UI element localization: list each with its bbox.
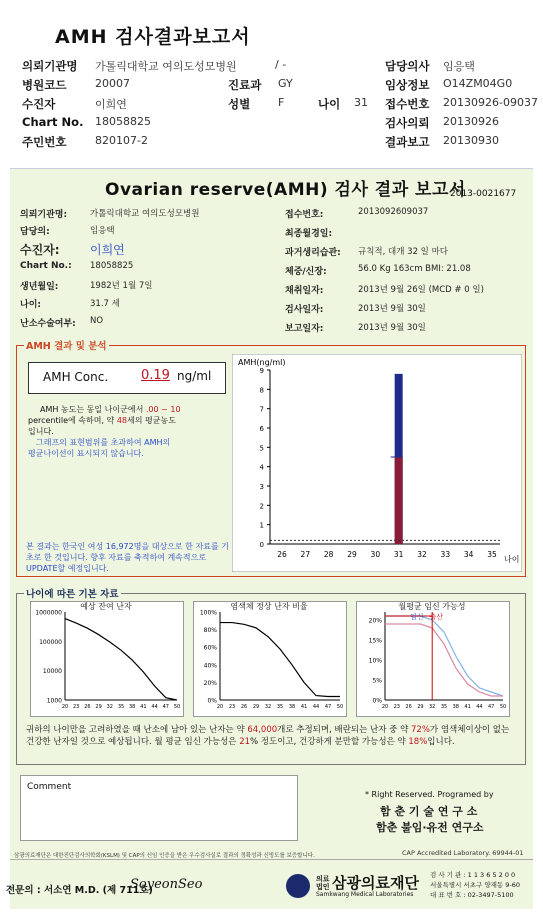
y-tick-label: 6 xyxy=(259,425,264,433)
analysis-line3: 세의 평균농도 xyxy=(127,416,176,425)
info-value: 규칙적, 대개 32 일 마다 xyxy=(358,247,449,257)
summary-birth: 18% xyxy=(408,737,428,747)
info-value: 18058825 xyxy=(90,261,134,271)
info-key: 검사일자: xyxy=(285,305,324,315)
y-tick-label: 8 xyxy=(259,386,264,395)
info-key: Chart No.: xyxy=(20,261,72,271)
header-key: 담당의사 xyxy=(385,59,430,73)
x-tick-label: 26 xyxy=(277,550,287,559)
mini-y-tick-label: 60% xyxy=(203,644,217,652)
mini-y-tick-label: 15% xyxy=(368,637,382,645)
mini-x-tick-label: 47 xyxy=(162,704,169,710)
equivalent-age: 48 xyxy=(116,416,128,425)
mini-x-tick-label: 41 xyxy=(464,704,471,710)
mini-x-tick-label: 50 xyxy=(499,704,507,710)
amh-conc-box xyxy=(28,362,226,394)
mini-x-tick-label: 32 xyxy=(264,704,272,710)
cap-text: CAP Accredited Laboratory. 69944-01 xyxy=(402,849,524,857)
company-logo-icon xyxy=(286,874,310,898)
mini-x-tick-label: 23 xyxy=(73,704,80,710)
info-key: 보고일자: xyxy=(285,324,324,334)
header-value: F xyxy=(278,96,285,109)
mini-x-tick-label: 20 xyxy=(61,704,69,710)
analysis-line2: percentile에 속하며, 약 xyxy=(28,416,115,425)
info-key: 수진자: xyxy=(20,243,60,257)
mini-x-tick-label: 20 xyxy=(381,704,389,710)
info-key: 접수번호: xyxy=(285,210,324,220)
amh-value: 0.19 xyxy=(141,368,170,383)
mini-y-tick-label: 40% xyxy=(203,662,217,670)
info-value: 2013년 9월 26일 (MCD # 0 일) xyxy=(358,285,484,295)
mini-y-tick-label: 0% xyxy=(207,697,217,705)
x-axis-label: 나이 xyxy=(504,555,520,564)
info-value: 이희연 xyxy=(90,243,125,257)
bar-lower xyxy=(395,457,403,544)
mini-x-tick-label: 32 xyxy=(429,704,436,710)
org-name-2: 함춘 불임·유전 연구소 xyxy=(376,821,484,834)
amh-label: AMH Conc. xyxy=(43,370,109,384)
mini-x-tick-label: 44 xyxy=(312,704,320,710)
summary-pregnancy: 21 xyxy=(239,737,251,747)
info-key: 의뢰기관명: xyxy=(20,210,68,220)
y-tick-label: 3 xyxy=(259,483,264,491)
mini-x-tick-label: 26 xyxy=(84,704,91,710)
header-value: 20130926-09037 xyxy=(443,96,538,109)
org-name-1: 함 춘 기 술 연 구 소 xyxy=(380,805,478,818)
remaining-eggs-chart xyxy=(30,601,184,717)
header-value: GY xyxy=(278,77,293,90)
report-panel xyxy=(10,168,533,909)
mini-x-tick-label: 50 xyxy=(173,704,181,710)
mini-x-tick-label: 26 xyxy=(405,704,412,710)
analysis-line5: 그래프의 표현범위를 초과하여 AMH의 xyxy=(36,438,171,447)
mini-x-tick-label: 29 xyxy=(95,704,102,710)
analysis-line6: 평균나이선이 표시되지 않습니다. xyxy=(28,449,144,458)
contact-line: 대 표 번 호 : 02-3497-5100 xyxy=(430,891,514,899)
header-value: / - xyxy=(275,58,287,71)
summary-part: 개로 추정되며, 배란되는 난자 중 약 xyxy=(277,725,412,735)
mini-x-tick-label: 20 xyxy=(216,704,224,710)
x-tick-label: 31 xyxy=(393,550,404,559)
y-tick-label: 0 xyxy=(259,541,264,549)
header-key: 임상정보 xyxy=(385,78,430,92)
header-value: 이희연 xyxy=(95,98,127,111)
company-name: 삼광의료재단 xyxy=(332,874,419,892)
header-key: 수진자 xyxy=(22,97,56,111)
summary-text xyxy=(26,724,516,748)
mini-y-tick-label: 10% xyxy=(368,657,382,665)
amh-unit: ng/ml xyxy=(177,369,212,383)
y-tick-label: 2 xyxy=(259,502,264,511)
percentile-range: .00 ~ 10 xyxy=(145,405,181,414)
header-value: 20130930 xyxy=(443,134,499,147)
info-key: 난소수술여부: xyxy=(20,319,76,329)
summary-part: % 정도이고, 건강하게 분만할 가능성은 약 xyxy=(250,737,409,747)
header-value: 가톨릭대학교 여의도성모병원 xyxy=(95,60,237,73)
report-header-title: AMH 검사결과보고서 xyxy=(55,26,251,48)
header-key: 검사의뢰 xyxy=(385,116,430,130)
contact-line: 서울특별시 서초구 양재동 9-60 xyxy=(430,881,521,889)
header-value: 임응택 xyxy=(443,60,475,73)
analysis-line1: AMH 농도는 동일 나이군에서 xyxy=(40,405,144,414)
header-key: 결과보고 xyxy=(385,135,430,149)
header-value: 31 xyxy=(354,96,368,109)
info-value: 2013년 9월 30일 xyxy=(358,323,426,333)
mini-x-tick-label: 35 xyxy=(440,704,448,710)
mini-x-tick-label: 41 xyxy=(140,704,147,710)
info-value: 31.7 세 xyxy=(90,299,120,309)
mini-x-tick-label: 44 xyxy=(151,704,158,710)
footer-note: 삼광의료재단은 대한진단검사의학회(KSLM) 및 CAP의 신임 인증을 받은 우수검사실로 결과의 정확성과 신빙도를 보증합니다. xyxy=(14,853,315,859)
report-code: 2013-0021677 xyxy=(450,189,517,199)
mini-y-tick-label: 100% xyxy=(199,609,217,617)
header-value: 18058825 xyxy=(95,115,151,128)
mini-series-line xyxy=(220,623,340,697)
mini-y-tick-label: 20% xyxy=(203,679,217,687)
data-source-note: 본 결과는 한국인 여성 16,972명을 대상으로 한 자료를 기초로 한 것입니다. 향후 자료를 축적하여 계속적으로 UPDATE할 예정입니다. xyxy=(26,542,229,573)
mini-y-tick-label: 0% xyxy=(372,697,382,705)
x-tick-label: 34 xyxy=(463,550,474,559)
analysis-line4: 입니다. xyxy=(28,427,54,436)
info-key: 생년월일: xyxy=(20,282,59,292)
summary-part: 입니다. xyxy=(427,737,455,747)
x-tick-label: 33 xyxy=(440,550,451,559)
comment-label: Comment xyxy=(27,782,72,792)
y-tick-label: 7 xyxy=(259,405,264,414)
pregnancy-legend xyxy=(410,612,443,622)
mini-x-tick-label: 32 xyxy=(106,704,113,710)
info-key: 나이: xyxy=(20,300,41,310)
mini-x-tick-label: 23 xyxy=(228,704,236,710)
y-tick-label: 4 xyxy=(259,463,264,472)
x-tick-label: 27 xyxy=(300,550,311,559)
amh-age-chart xyxy=(232,354,522,572)
footer-divider xyxy=(10,859,533,860)
header-key: 접수번호 xyxy=(385,97,430,111)
mini-x-tick-label: 41 xyxy=(300,704,308,710)
info-value: 56.0 Kg 163cm BMI: 21.08 xyxy=(358,264,471,274)
info-key: 체중/신장: xyxy=(285,267,327,277)
mini-x-tick-label: 26 xyxy=(240,704,248,710)
comment-box xyxy=(20,775,298,841)
mini-y-tick-label: 10000 xyxy=(42,668,62,676)
basic-data-section-title: 나이에 따른 기본 자료 xyxy=(24,586,121,600)
info-value: 가톨릭대학교 여의도성모병원 xyxy=(90,209,200,219)
mini-x-tick-label: 38 xyxy=(288,704,296,710)
normal-chromosome-chart xyxy=(193,601,347,717)
header-key: 나이 xyxy=(318,97,341,111)
rights-text: * Right Reserved. Programed by xyxy=(365,790,494,799)
company-contact xyxy=(430,870,520,900)
header-key: Chart No. xyxy=(22,115,84,129)
summary-normal: 72% xyxy=(411,725,430,735)
header-key: 주민번호 xyxy=(22,135,67,149)
mini-y-tick-label: 1000 xyxy=(46,697,62,705)
info-key: 최종월경일: xyxy=(285,229,333,239)
analysis-text xyxy=(28,404,228,459)
doctor-signature: SoyeonSeo xyxy=(130,877,203,892)
mini-x-tick-label: 47 xyxy=(488,704,495,710)
y-tick-label: 1 xyxy=(259,521,264,530)
y-axis-label: AMH(ng/ml) xyxy=(238,358,286,367)
header-value: 20130926 xyxy=(443,115,499,128)
x-tick-label: 32 xyxy=(417,550,427,559)
mini-x-tick-label: 23 xyxy=(393,704,400,710)
mini-y-tick-label: 20% xyxy=(368,617,382,625)
header-value: O14ZM04G0 xyxy=(443,77,513,90)
mini-x-tick-label: 29 xyxy=(252,704,260,710)
summary-part: 귀하의 나이만을 고려하였을 때 난소에 남아 있는 난자는 약 xyxy=(26,725,248,735)
mini-x-tick-label: 47 xyxy=(324,704,332,710)
report-title: Ovarian reserve(AMH) 검사 결과 보고서 xyxy=(105,180,466,200)
header-key: 진료과 xyxy=(228,78,262,92)
x-tick-label: 35 xyxy=(487,550,497,559)
x-tick-label: 28 xyxy=(323,550,334,559)
mini-y-tick-label: 100000 xyxy=(39,638,62,646)
info-value: 2013092609037 xyxy=(358,207,429,217)
mini-series-line xyxy=(65,619,177,700)
company-name-en: Samkwang Medical Laboratories xyxy=(316,891,414,898)
header-key: 병원코드 xyxy=(22,78,67,92)
result-section-title: AMH 결과 및 분석 xyxy=(24,338,109,352)
legend-birth: 출산 xyxy=(429,613,444,621)
info-value: NO xyxy=(90,316,104,326)
mini-x-tick-label: 35 xyxy=(117,704,125,710)
doctor-name: 전문의 : 서소연 M.D. (제 711호) xyxy=(6,885,153,896)
x-tick-label: 30 xyxy=(370,550,381,559)
contact-line: 검 사 기 관 : 1 1 3 6 5 2 0 0 xyxy=(430,871,516,879)
header-value: 820107-2 xyxy=(95,134,148,147)
mini-chart-title: 예상 잔여 난자 xyxy=(80,602,132,611)
mini-x-tick-label: 38 xyxy=(129,704,136,710)
header-key: 성별 xyxy=(228,97,251,111)
mini-y-tick-label: 80% xyxy=(203,627,217,635)
legend-pregnancy: 임신 xyxy=(410,613,424,621)
info-value: 2013년 9월 30일 xyxy=(358,304,426,314)
mini-x-tick-label: 29 xyxy=(417,704,424,710)
mini-y-tick-label: 1000000 xyxy=(35,609,62,617)
header-key: 의뢰기관명 xyxy=(22,59,78,73)
mini-y-tick-label: 5% xyxy=(372,677,382,685)
mini-chart-title: 월평균 임신 가능성 xyxy=(398,602,466,611)
chart-frame xyxy=(232,354,522,572)
info-key: 담당의: xyxy=(20,227,50,237)
mini-x-tick-label: 44 xyxy=(476,704,483,710)
y-tick-label: 9 xyxy=(259,367,264,375)
mini-chart-title: 염색체 정상 난자 비율 xyxy=(230,602,308,611)
summary-eggs: 64,000 xyxy=(247,725,278,735)
y-tick-label: 5 xyxy=(259,444,264,453)
header-value: 20007 xyxy=(95,77,130,90)
mini-series-line xyxy=(385,616,503,696)
mini-series-line xyxy=(385,624,503,696)
info-key: 과거생리습관: xyxy=(285,248,341,258)
info-value: 1982년 1월 7일 xyxy=(90,281,153,291)
mini-x-tick-label: 38 xyxy=(452,704,459,710)
mini-x-tick-label: 50 xyxy=(336,704,344,710)
mini-x-tick-label: 35 xyxy=(276,704,284,710)
info-value: 임응택 xyxy=(90,226,115,236)
info-key: 채취일자: xyxy=(285,286,324,296)
summary-part: 가 염색체이상이 없는 건강한 난자일 것으로 예상됩니다. 월 평균 임신 가능성은 xyxy=(26,725,510,747)
company-prefix: 의료법인 xyxy=(316,875,330,891)
x-tick-label: 29 xyxy=(347,550,357,559)
